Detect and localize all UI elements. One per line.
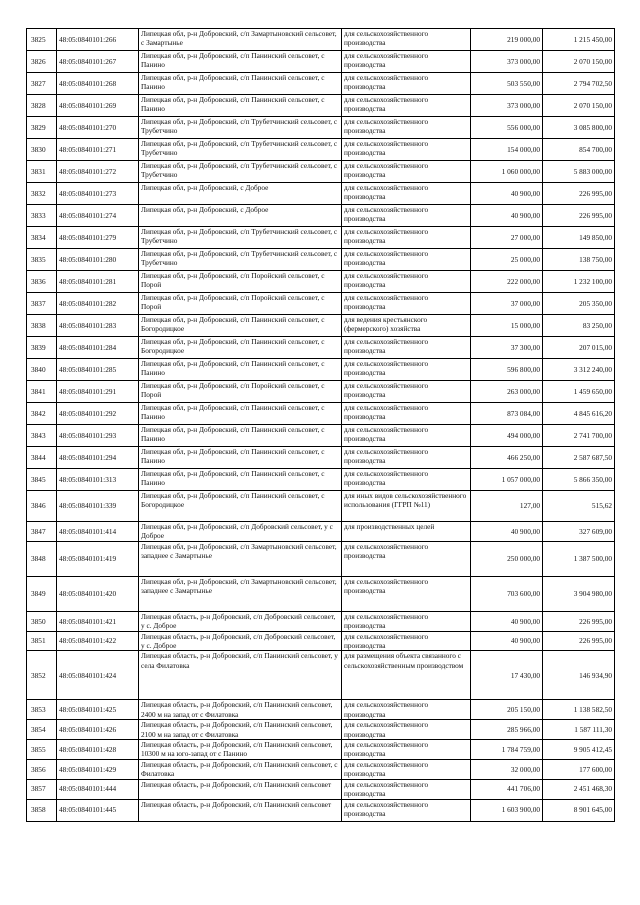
area-value: 154 000,00: [471, 139, 543, 161]
land-use-purpose: для сельскохозяйственного производства: [342, 139, 471, 161]
cadastral-number: 48:05:0840101:272: [57, 161, 139, 183]
cadastral-value: 327 609,00: [543, 522, 615, 542]
row-number: 3834: [27, 227, 57, 249]
cadastral-number: 48:05:0840101:421: [57, 611, 139, 631]
row-number: 3844: [27, 447, 57, 469]
cadastral-value: 83 250,00: [543, 315, 615, 337]
area-value: 873 084,00: [471, 403, 543, 425]
address: Липецкая обл, р-н Добровский, с/п Панинский сельсовет, с Панино: [139, 73, 342, 95]
cadastral-value: 1 587 111,30: [543, 720, 615, 740]
cadastral-number: 48:05:0840101:339: [57, 491, 139, 522]
cadastral-number: 48:05:0840101:426: [57, 720, 139, 740]
area-value: 703 600,00: [471, 576, 543, 611]
area-value: 32 000,00: [471, 759, 543, 779]
cadastral-number: 48:05:0840101:282: [57, 293, 139, 315]
cadastral-number: 48:05:0840101:269: [57, 95, 139, 117]
address: Липецкая обл, р-н Добровский, с/п Поройский сельсовет, с Порой: [139, 271, 342, 293]
address: Липецкая обл, р-н Добровский, с/п Замартыновский сельсовет, западнее с Замартынье: [139, 541, 342, 576]
area-value: 1 784 759,00: [471, 740, 543, 760]
address: Липецкая обл, р-н Добровский, с/п Панинский сельсовет, с Панино: [139, 403, 342, 425]
table-row: [27, 611, 615, 631]
table-row: [27, 447, 615, 469]
row-number: 3852: [27, 651, 57, 700]
area-value: 15 000,00: [471, 315, 543, 337]
table-row: [27, 51, 615, 73]
land-use-purpose: для сельскохозяйственного производства: [342, 799, 471, 821]
cadastral-value: 205 350,00: [543, 293, 615, 315]
cadastral-value: 4 845 616,20: [543, 403, 615, 425]
address: Липецкая обл, р-н Добровский, с/п Панинский сельсовет, с Панино: [139, 95, 342, 117]
row-number: 3857: [27, 779, 57, 799]
area-value: 40 900,00: [471, 205, 543, 227]
land-use-purpose: для сельскохозяйственного производства: [342, 720, 471, 740]
area-value: 205 150,00: [471, 700, 543, 720]
cadastral-value: 2 070 150,00: [543, 95, 615, 117]
cadastral-value: 226 995,00: [543, 611, 615, 631]
cadastral-number: 48:05:0840101:271: [57, 139, 139, 161]
row-number: 3826: [27, 51, 57, 73]
cadastral-number: 48:05:0840101:270: [57, 117, 139, 139]
table-row: [27, 522, 615, 542]
area-value: 25 000,00: [471, 249, 543, 271]
land-use-purpose: для производственных целей: [342, 522, 471, 542]
land-use-purpose: для сельскохозяйственного производства: [342, 249, 471, 271]
row-number: 3843: [27, 425, 57, 447]
cadastral-number: 48:05:0840101:414: [57, 522, 139, 542]
cadastral-value: 226 995,00: [543, 183, 615, 205]
cadastral-value: 1 138 582,50: [543, 700, 615, 720]
land-use-purpose: для сельскохозяйственного производства: [342, 469, 471, 491]
row-number: 3842: [27, 403, 57, 425]
address: Липецкая обл, р-н Добровский, с/п Трубетчинский сельсовет, с Трубетчино: [139, 249, 342, 271]
cadastral-number: 48:05:0840101:429: [57, 759, 139, 779]
cadastral-value: 1 459 650,00: [543, 381, 615, 403]
area-value: 37 300,00: [471, 337, 543, 359]
land-use-purpose: для ведения крестьянского (фермерского) хозяйства: [342, 315, 471, 337]
area-value: 285 966,00: [471, 720, 543, 740]
cadastral-value: 149 850,00: [543, 227, 615, 249]
address: Липецкая обл, р-н Добровский, с/п Панинский сельсовет, с Панино: [139, 359, 342, 381]
land-use-purpose: для сельскохозяйственного производства: [342, 227, 471, 249]
row-number: 3849: [27, 576, 57, 611]
address: Липецкая обл, р-н Добровский, с/п Замартыновский сельсовет, с Замартынье: [139, 29, 342, 51]
area-value: 37 000,00: [471, 293, 543, 315]
table-row: [27, 720, 615, 740]
row-number: 3830: [27, 139, 57, 161]
address: Липецкая область, р-н Добровский, с/п Панинский сельсовет: [139, 779, 342, 799]
table-row: [27, 651, 615, 700]
land-use-purpose: для размещения объекта связанного с сельскохозяйственным производством: [342, 651, 471, 700]
land-use-purpose: для сельскохозяйственного производства: [342, 541, 471, 576]
area-value: 40 900,00: [471, 183, 543, 205]
cadastral-value: 1 232 100,00: [543, 271, 615, 293]
land-use-purpose: для сельскохозяйственного производства: [342, 447, 471, 469]
row-number: 3835: [27, 249, 57, 271]
cadastral-number: 48:05:0840101:313: [57, 469, 139, 491]
table-row: [27, 271, 615, 293]
area-value: 1 057 000,00: [471, 469, 543, 491]
address: Липецкая обл, р-н Добровский, с/п Поройский сельсовет, с Порой: [139, 293, 342, 315]
land-use-purpose: для сельскохозяйственного производства: [342, 293, 471, 315]
area-value: 373 000,00: [471, 95, 543, 117]
table-row: [27, 293, 615, 315]
table-row: [27, 740, 615, 760]
row-number: 3847: [27, 522, 57, 542]
cadastral-number: 48:05:0840101:420: [57, 576, 139, 611]
cadastral-value: 138 750,00: [543, 249, 615, 271]
address: Липецкая область, р-н Добровский, с/п Добровский сельсовет, у с. Доброе: [139, 631, 342, 651]
table-row: [27, 205, 615, 227]
table-row: [27, 700, 615, 720]
area-value: 556 000,00: [471, 117, 543, 139]
cadastral-value: 3 085 800,00: [543, 117, 615, 139]
cadastral-value: 226 995,00: [543, 205, 615, 227]
cadastral-number: 48:05:0840101:425: [57, 700, 139, 720]
area-value: 596 800,00: [471, 359, 543, 381]
table-row: [27, 541, 615, 576]
address: Липецкая обл, р-н Добровский, с/п Панинский сельсовет, с Богородицкое: [139, 337, 342, 359]
land-registry-table: [26, 28, 615, 822]
row-number: 3841: [27, 381, 57, 403]
table-row: [27, 139, 615, 161]
land-use-purpose: для сельскохозяйственного производства: [342, 740, 471, 760]
row-number: 3827: [27, 73, 57, 95]
land-use-purpose: для сельскохозяйственного производства: [342, 73, 471, 95]
address: Липецкая обл, р-н Добровский, с/п Панинский сельсовет, с Панино: [139, 51, 342, 73]
table-row: [27, 73, 615, 95]
row-number: 3838: [27, 315, 57, 337]
cadastral-value: 5 866 350,00: [543, 469, 615, 491]
address: Липецкая обл, р-н Добровский, с Доброе: [139, 183, 342, 205]
cadastral-value: 2 794 702,50: [543, 73, 615, 95]
table-row: [27, 381, 615, 403]
table-row: [27, 359, 615, 381]
table-row: [27, 469, 615, 491]
row-number: 3829: [27, 117, 57, 139]
cadastral-value: 2 070 150,00: [543, 51, 615, 73]
cadastral-value: 3 312 240,00: [543, 359, 615, 381]
table-row: [27, 227, 615, 249]
address: Липецкая обл, р-н Добровский, с/п Добровский сельсовет, у с Доброе: [139, 522, 342, 542]
land-use-purpose: для сельскохозяйственного производства: [342, 29, 471, 51]
area-value: 222 000,00: [471, 271, 543, 293]
land-use-purpose: для сельскохозяйственного производства: [342, 403, 471, 425]
cadastral-value: 1 387 500,00: [543, 541, 615, 576]
table-row: [27, 631, 615, 651]
cadastral-number: 48:05:0840101:445: [57, 799, 139, 821]
row-number: 3854: [27, 720, 57, 740]
row-number: 3848: [27, 541, 57, 576]
table-row: [27, 315, 615, 337]
table-row: [27, 337, 615, 359]
row-number: 3851: [27, 631, 57, 651]
table-row: [27, 799, 615, 821]
table-row: [27, 779, 615, 799]
cadastral-value: 177 600,00: [543, 759, 615, 779]
land-use-purpose: для сельскохозяйственного производства: [342, 205, 471, 227]
cadastral-number: 48:05:0840101:294: [57, 447, 139, 469]
row-number: 3858: [27, 799, 57, 821]
address: Липецкая область, р-н Добровский, с/п Панинский сельсовет, 2400 м на запад от с Филатовка: [139, 700, 342, 720]
table-row: [27, 425, 615, 447]
land-use-purpose: для сельскохозяйственного производства: [342, 95, 471, 117]
row-number: 3846: [27, 491, 57, 522]
land-use-purpose: для сельскохозяйственного производства: [342, 700, 471, 720]
row-number: 3831: [27, 161, 57, 183]
land-use-purpose: для сельскохозяйственного производства: [342, 337, 471, 359]
address: Липецкая обл, р-н Добровский, с/п Трубетчинский сельсовет, с Трубетчино: [139, 161, 342, 183]
cadastral-number: 48:05:0840101:444: [57, 779, 139, 799]
table-row: [27, 29, 615, 51]
land-use-purpose: для сельскохозяйственного производства: [342, 381, 471, 403]
land-use-purpose: для сельскохозяйственного производства: [342, 359, 471, 381]
area-value: 373 000,00: [471, 51, 543, 73]
cadastral-number: 48:05:0840101:424: [57, 651, 139, 700]
cadastral-value: 207 015,00: [543, 337, 615, 359]
area-value: 1 060 000,00: [471, 161, 543, 183]
area-value: 40 900,00: [471, 611, 543, 631]
cadastral-number: 48:05:0840101:280: [57, 249, 139, 271]
cadastral-value: 2 587 687,50: [543, 447, 615, 469]
area-value: 466 250,00: [471, 447, 543, 469]
cadastral-number: 48:05:0840101:428: [57, 740, 139, 760]
address: Липецкая обл, р-н Добровский, с/п Замартыновский сельсовет, западнее с Замартынье: [139, 576, 342, 611]
row-number: 3850: [27, 611, 57, 631]
address: Липецкая обл, р-н Добровский, с Доброе: [139, 205, 342, 227]
address: Липецкая обл, р-н Добровский, с/п Трубетчинский сельсовет, с Трубетчино: [139, 227, 342, 249]
row-number: 3839: [27, 337, 57, 359]
address: Липецкая область, р-н Добровский, с/п Панинский сельсовет, 2100 м на запад от с Филатовка: [139, 720, 342, 740]
table-row: [27, 117, 615, 139]
cadastral-number: 48:05:0840101:281: [57, 271, 139, 293]
land-use-purpose: для сельскохозяйственного производства: [342, 779, 471, 799]
cadastral-value: 854 700,00: [543, 139, 615, 161]
table-row: [27, 576, 615, 611]
row-number: 3833: [27, 205, 57, 227]
cadastral-number: 48:05:0840101:274: [57, 205, 139, 227]
area-value: 494 000,00: [471, 425, 543, 447]
table-row: [27, 95, 615, 117]
land-use-purpose: для сельскохозяйственного производства: [342, 271, 471, 293]
cadastral-number: 48:05:0840101:283: [57, 315, 139, 337]
address: Липецкая обл, р-н Добровский, с/п Панинский сельсовет, с Панино: [139, 469, 342, 491]
cadastral-value: 2 451 468,30: [543, 779, 615, 799]
land-use-purpose: для сельскохозяйственного производства: [342, 183, 471, 205]
cadastral-number: 48:05:0840101:293: [57, 425, 139, 447]
area-value: 27 000,00: [471, 227, 543, 249]
area-value: 127,00: [471, 491, 543, 522]
row-number: 3837: [27, 293, 57, 315]
address: Липецкая обл, р-н Добровский, с/п Панинский сельсовет, с Панино: [139, 425, 342, 447]
cadastral-number: 48:05:0840101:267: [57, 51, 139, 73]
row-number: 3856: [27, 759, 57, 779]
row-number: 3828: [27, 95, 57, 117]
area-value: 40 900,00: [471, 631, 543, 651]
address: Липецкая область, р-н Добровский, с/п Панинский сельсовет, у села Филатовка: [139, 651, 342, 700]
cadastral-number: 48:05:0840101:268: [57, 73, 139, 95]
address: Липецкая обл, р-н Добровский, с/п Панинский сельсовет, с Богородицкое: [139, 491, 342, 522]
cadastral-value: 146 934,90: [543, 651, 615, 700]
land-use-purpose: для сельскохозяйственного производства: [342, 611, 471, 631]
cadastral-value: 9 905 412,45: [543, 740, 615, 760]
cadastral-value: 1 215 450,00: [543, 29, 615, 51]
area-value: 263 000,00: [471, 381, 543, 403]
cadastral-number: 48:05:0840101:422: [57, 631, 139, 651]
table-row: [27, 161, 615, 183]
land-use-purpose: для сельскохозяйственного производства: [342, 51, 471, 73]
table-row: [27, 403, 615, 425]
row-number: 3853: [27, 700, 57, 720]
land-use-purpose: для сельскохозяйственного производства: [342, 576, 471, 611]
row-number: 3836: [27, 271, 57, 293]
area-value: 219 000,00: [471, 29, 543, 51]
land-use-purpose: для сельскохозяйственного производства: [342, 631, 471, 651]
address: Липецкая область, р-н Добровский, с/п Панинский сельсовет, с Филатовка: [139, 759, 342, 779]
area-value: 250 000,00: [471, 541, 543, 576]
table-row: [27, 183, 615, 205]
address: Липецкая обл, р-н Добровский, с/п Трубетчинский сельсовет, с Трубетчино: [139, 139, 342, 161]
cadastral-value: 5 883 000,00: [543, 161, 615, 183]
table-row: [27, 249, 615, 271]
address: Липецкая обл, р-н Добровский, с/п Панинский сельсовет, с Панино: [139, 447, 342, 469]
cadastral-number: 48:05:0840101:273: [57, 183, 139, 205]
row-number: 3832: [27, 183, 57, 205]
cadastral-value: 2 741 700,00: [543, 425, 615, 447]
cadastral-value: 226 995,00: [543, 631, 615, 651]
cadastral-number: 48:05:0840101:285: [57, 359, 139, 381]
area-value: 503 550,00: [471, 73, 543, 95]
cadastral-value: 8 901 645,00: [543, 799, 615, 821]
address: Липецкая обл, р-н Добровский, с/п Трубетчинский сельсовет, с Трубетчино: [139, 117, 342, 139]
land-use-purpose: для сельскохозяйственного производства: [342, 425, 471, 447]
address: Липецкая обл, р-н Добровский, с/п Поройский сельсовет, с Порой: [139, 381, 342, 403]
land-use-purpose: для иных видов сельскохозяйственного использования (ГГРП №11): [342, 491, 471, 522]
row-number: 3855: [27, 740, 57, 760]
cadastral-value: 3 904 980,00: [543, 576, 615, 611]
row-number: 3825: [27, 29, 57, 51]
cadastral-number: 48:05:0840101:279: [57, 227, 139, 249]
area-value: 17 430,00: [471, 651, 543, 700]
cadastral-number: 48:05:0840101:284: [57, 337, 139, 359]
row-number: 3840: [27, 359, 57, 381]
address: Липецкая обл, р-н Добровский, с/п Панинский сельсовет, с Богородицкое: [139, 315, 342, 337]
cadastral-number: 48:05:0840101:292: [57, 403, 139, 425]
table-body: [27, 29, 615, 822]
cadastral-number: 48:05:0840101:266: [57, 29, 139, 51]
land-use-purpose: для сельскохозяйственного производства: [342, 759, 471, 779]
cadastral-number: 48:05:0840101:419: [57, 541, 139, 576]
land-use-purpose: для сельскохозяйственного производства: [342, 161, 471, 183]
area-value: 40 900,00: [471, 522, 543, 542]
cadastral-value: 515,62: [543, 491, 615, 522]
address: Липецкая область, р-н Добровский, с/п Добровский сельсовет, у с. Доброе: [139, 611, 342, 631]
land-use-purpose: для сельскохозяйственного производства: [342, 117, 471, 139]
table-row: [27, 759, 615, 779]
table-row: [27, 491, 615, 522]
address: Липецкая область, р-н Добровский, с/п Панинский сельсовет: [139, 799, 342, 821]
area-value: 1 603 900,00: [471, 799, 543, 821]
area-value: 441 706,00: [471, 779, 543, 799]
cadastral-number: 48:05:0840101:291: [57, 381, 139, 403]
row-number: 3845: [27, 469, 57, 491]
address: Липецкая область, р-н Добровский, с/п Панинский сельсовет, 10300 м на юго-запад от с Панино: [139, 740, 342, 760]
